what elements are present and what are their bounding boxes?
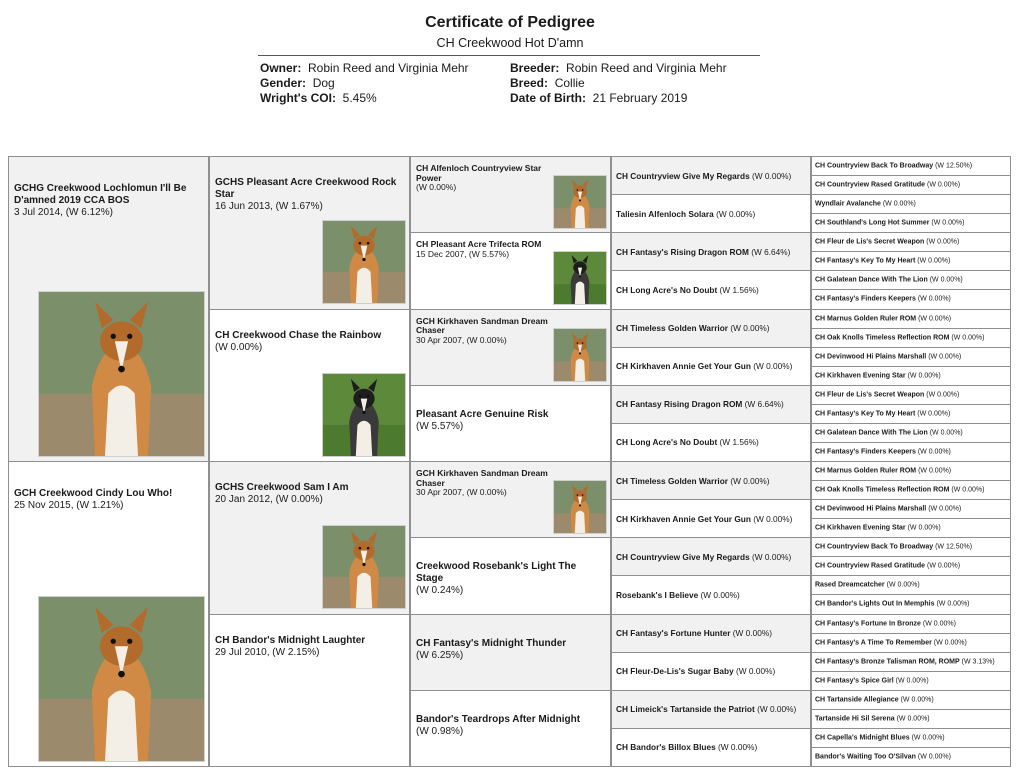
owner-info-block [260,61,469,106]
ancestor-name: Pleasant Acre Genuine Risk [416,408,549,420]
ancestor-text [815,200,1009,209]
ancestor-info: (W 0.00%) [730,475,770,486]
dob-value: 21 February 2019 [592,91,688,105]
ancestor-name: GCHS Pleasant Acre Creekwood Rock Star [215,177,397,200]
ancestor-info: (W 0.00%) [753,513,793,524]
ancestor-name: CH Kirkhaven Annie Get Your Gun [616,513,751,524]
ancestor-name: CH Devinwood Hi Plains Marshall [815,353,927,361]
ancestor-text [14,488,204,512]
ancestor-info: (W 0.98%) [416,725,464,737]
pedigree-cell-gen5-8 [811,289,1011,309]
ancestor-name: CH Galatean Dance With The Lion [815,429,928,437]
pedigree-cell-gen5-32 [811,747,1011,767]
ancestor-info: 3 Jul 2014, (W 6.12%) [14,207,113,218]
ancestor-text [815,467,1009,476]
breeder-value: Robin Reed and Virginia Mehr [566,61,727,75]
ancestor-info: (W 0.00%) [718,742,758,753]
ancestor-info: (W 0.00%) [882,200,916,208]
pedigree-cell-gen5-9 [811,309,1011,329]
ancestor-info: (W 0.00%) [922,620,956,628]
pedigree-cell-gen4-16 [611,728,811,767]
pedigree-cell-gen5-22 [811,556,1011,576]
ancestor-text [616,666,808,676]
ancestor-text [815,714,1009,723]
breeder-label: Breeder: [510,61,560,75]
ancestor-text [616,437,808,447]
ancestor-info: (W 0.00%) [926,391,960,399]
ancestor-name: CH Countryview Rased Gratitude [815,181,926,189]
pedigree-cell-gen4-4 [611,270,811,309]
ancestor-info: 30 Apr 2007, (W 0.00%) [416,487,507,497]
ancestor-text [616,171,808,181]
ancestor-name: CH Oak Knolls Timeless Reflection ROM [815,486,950,494]
ancestor-text [416,638,606,662]
ancestor-info: (W 0.00%) [931,219,965,227]
pedigree-cell-gen4-10 [611,499,811,538]
ancestor-name: CH Fleur-De-Lis's Sugar Baby [616,666,734,677]
pedigree-cell-gen5-5 [811,232,1011,252]
ancestor-info: (W 0.00%) [933,639,967,647]
ancestor-text [815,238,1009,247]
ancestor-text [815,600,1009,609]
ancestor-info: (W 0.00%) [900,696,934,704]
pedigree-cell-gen5-23 [811,575,1011,595]
pedigree-cell-gen5-16 [811,442,1011,462]
ancestor-text [815,409,1009,418]
pedigree-cell-gen5-2 [811,175,1011,195]
coi-row [260,91,469,106]
ancestor-text [815,447,1009,456]
ancestor-info: (W 0.00%) [716,208,756,219]
ancestor-name: Wyndlair Avalanche [815,200,881,208]
ancestor-info: (W 0.00%) [927,562,961,570]
ancestor-name: Taliesin Alfenloch Solara [616,208,714,219]
pedigree-cell-gen4-3 [611,232,811,271]
pedigree-cell-gen5-11 [811,347,1011,367]
ancestor-info: (W 0.00%) [732,628,772,639]
tricolor-collie-photo [322,373,406,457]
ancestor-text [815,638,1009,647]
ancestor-name: GCH Kirkhaven Sandman Dream Chaser [416,468,548,488]
ancestor-text [815,562,1009,571]
ancestor-info: (W 6.25%) [416,649,464,661]
ancestor-name: Bandor's Waiting Too O'Silvan [815,753,916,761]
ancestor-name: CH Galatean Dance With The Lion [815,276,928,284]
ancestor-text [616,590,808,600]
ancestor-info: (W 0.00%) [752,551,792,562]
ancestor-info: 30 Apr 2007, (W 0.00%) [416,334,507,345]
ancestor-text [815,352,1009,361]
generation-5-column [811,156,1011,766]
pedigree-cell-gen4-1 [611,156,811,195]
pedigree-cell-gen3-1 [410,156,611,233]
ancestor-name: CH Countryview Give My Regards [616,551,750,562]
ancestor-text [416,164,556,193]
pedigree-cell-gen5-6 [811,251,1011,271]
ancestor-info: (W 0.00%) [918,467,952,475]
ancestor-name: GCH Kirkhaven Sandman Dream Chaser [416,315,548,335]
ancestor-text [416,317,556,346]
ancestor-info: (W 6.64%) [751,246,791,257]
ancestor-text [815,619,1009,628]
ancestor-text [815,428,1009,437]
pedigree-cell-gen4-9 [611,461,811,500]
ancestor-text [616,209,808,219]
ancestor-info: (W 1.56%) [719,284,759,295]
ancestor-name: CH Oak Knolls Timeless Reflection ROM [815,334,950,342]
ancestor-info: (W 0.00%) [753,361,793,372]
ancestor-text [616,361,808,371]
pedigree-cell-gen4-13 [611,614,811,653]
ancestor-name: GCH Creekwood Cindy Lou Who! [14,488,173,499]
ancestor-text [815,314,1009,323]
ancestor-info: 16 Jun 2013, (W 1.67%) [215,201,323,212]
ancestor-info: (W 0.00%) [416,182,457,192]
ancestor-info: (W 0.00%) [700,589,740,600]
ancestor-text [215,482,405,506]
ancestor-name: CH Bandor's Midnight Laughter [215,634,366,646]
ancestor-text [815,295,1009,304]
pedigree-cell-gen5-27 [811,652,1011,672]
sable-collie-photo [553,175,607,229]
generation-3-column [410,156,611,766]
ancestor-name: CH Fantasy's Finders Keepers [815,295,916,303]
sable-collie-photo [38,291,205,457]
ancestor-text [616,399,808,409]
sable-collie-photo [322,220,406,304]
pedigree-cell-gen4-14 [611,652,811,691]
pedigree-cell-gen5-26 [811,633,1011,653]
ancestor-info: (W 0.00%) [928,353,962,361]
pedigree-cell-gen5-3 [811,194,1011,214]
ancestor-name: CH Devinwood Hi Plains Marshall [815,505,927,513]
ancestor-name: CH Marnus Golden Ruler ROM [815,467,917,475]
ancestor-name: CH Fantasy Rising Dragon ROM [616,399,743,410]
ancestor-info: (W 0.00%) [929,429,963,437]
ancestor-text [815,371,1009,380]
pedigree-cell-gen5-15 [811,423,1011,443]
ancestor-info: (W 0.00%) [927,181,961,189]
pedigree-cell-gen5-24 [811,594,1011,614]
ancestor-text [815,390,1009,399]
ancestor-text [416,409,606,433]
ancestor-name: CH Countryview Give My Regards [616,170,750,181]
pedigree-cell-gen2-1 [209,156,410,310]
ancestor-text [815,162,1009,171]
ancestor-info: (W 0.00%) [757,704,797,715]
pedigree-cell-gen5-18 [811,480,1011,500]
ancestor-text [815,219,1009,228]
ancestor-name: CH Alfenloch Countryview Star Power [416,163,542,183]
ancestor-name: CH Creekwood Chase the Rainbow [215,329,382,341]
ancestor-info: (W 0.00%) [929,276,963,284]
generation-1-column [8,156,209,766]
sable-collie-photo [322,525,406,609]
ancestor-info: (W 12.50%) [935,543,973,551]
breeder-info-block [510,61,727,106]
ancestor-info: (W 0.00%) [951,486,985,494]
ancestor-name: Rased Dreamcatcher [815,581,885,589]
ancestor-text [815,257,1009,266]
ancestor-name: CH Kirkhaven Evening Star [815,524,906,532]
ancestor-name: CH Fleur de Lis's Secret Weapon [815,238,925,246]
ancestor-text [616,476,808,486]
coi-label: Wright's COI: [260,91,336,105]
ancestor-text [815,752,1009,761]
ancestor-name: CH Fantasy's Finders Keepers [815,448,916,456]
ancestor-name: CH Limeick's Tartanside the Patriot [616,704,755,715]
ancestor-info: 15 Dec 2007, (W 5.57%) [416,248,510,259]
pedigree-cell-gen3-3 [410,309,611,386]
sable-collie-photo [553,480,607,534]
breed-row [510,76,727,91]
pedigree-cell-gen5-17 [811,461,1011,481]
ancestor-name: CH Marnus Golden Ruler ROM [815,315,917,323]
ancestor-info: (W 0.00%) [730,323,770,334]
ancestor-name: CH Long Acre's No Doubt [616,284,718,295]
gender-row [260,76,469,91]
sable-collie-photo [38,596,205,762]
pedigree-cell-gen4-7 [611,385,811,424]
pedigree-cell-gen4-2 [611,194,811,233]
ancestor-text [616,285,808,295]
ancestor-name: CH Fantasy's Fortune In Bronze [815,620,921,628]
pedigree-cell-gen4-12 [611,575,811,614]
ancestor-info: (W 0.00%) [917,448,951,456]
pedigree-cell-gen5-21 [811,537,1011,557]
ancestor-name: CH Kirkhaven Annie Get Your Gun [616,361,751,372]
ancestor-text [815,505,1009,514]
ancestor-name: Bandor's Teardrops After Midnight [416,713,581,725]
pedigree-cell-gen5-14 [811,404,1011,424]
ancestor-text [616,552,808,562]
breed-value: Collie [554,76,585,90]
ancestor-info: (W 0.00%) [907,372,941,380]
certificate-header [0,0,1020,150]
pedigree-cell-gen5-19 [811,499,1011,519]
ancestor-name: CH Bandor's Lights Out In Memphis [815,600,935,608]
tricolor-collie-photo [553,251,607,305]
gender-value: Dog [312,76,335,90]
pedigree-grid [8,156,1011,766]
ancestor-name: Tartanside Hi Sil Serena [815,715,895,723]
ancestor-info: (W 0.00%) [928,505,962,513]
ancestor-info: (W 0.00%) [917,257,951,265]
ancestor-name: CH Fantasy's Midnight Thunder [416,637,567,649]
ancestor-text [815,543,1009,552]
ancestor-info: (W 1.56%) [719,437,759,448]
ancestor-info: 25 Nov 2015, (W 1.21%) [14,500,124,511]
ancestor-text [215,177,405,213]
certificate-title: Certificate of Pedigree [425,14,595,31]
sable-collie-photo [553,328,607,382]
pedigree-cell-gen4-6 [611,347,811,386]
ancestor-text [616,514,808,524]
ancestor-name: CH Long Acre's No Doubt [616,437,718,448]
ancestor-info: 29 Jul 2010, (W 2.15%) [215,646,320,658]
ancestor-name: CH Countryview Rased Gratitude [815,562,926,570]
ancestor-name: CH Kirkhaven Evening Star [815,372,906,380]
ancestor-name: CH Timeless Golden Warrior [616,475,729,486]
ancestor-text [616,628,808,638]
ancestor-name: CH Fantasy's A Time To Remember [815,639,932,647]
ancestor-info: (W 3.13%) [961,658,995,666]
pedigree-cell-gen5-12 [811,366,1011,386]
ancestor-info: (W 0.00%) [917,410,951,418]
ancestor-name: GCHG Creekwood Lochlomun I'll Be D'amned 2019 CCA BOS [14,183,187,206]
pedigree-cell-gen4-11 [611,537,811,576]
ancestor-info: (W 0.00%) [911,734,945,742]
pedigree-cell-gen5-7 [811,270,1011,290]
pedigree-cell-gen5-31 [811,728,1011,748]
ancestor-name: CH Fantasy's Key To My Heart [815,257,916,265]
generation-2-column [209,156,410,766]
pedigree-cell-gen4-15 [611,690,811,729]
ancestor-text [815,276,1009,285]
ancestor-name: CH Countryview Back To Broadway [815,162,934,170]
ancestor-text [416,714,606,738]
ancestor-name: Rosebank's I Believe [616,589,699,600]
pedigree-cell-gen2-4 [209,614,410,768]
pedigree-cell-gen5-4 [811,213,1011,233]
title-divider [258,55,760,56]
ancestor-text [416,469,556,498]
pedigree-cell-gen1-2 [8,461,209,767]
ancestor-info: (W 0.00%) [895,677,929,685]
ancestor-info: (W 0.00%) [918,315,952,323]
coi-value: 5.45% [342,91,377,105]
dob-row [510,91,727,106]
ancestor-text [616,247,808,257]
ancestor-text [616,742,808,752]
ancestor-text [616,323,808,333]
ancestor-info: (W 0.00%) [926,238,960,246]
pedigree-cell-gen5-1 [811,156,1011,176]
ancestor-name: Creekwood Rosebank's Light The Stage [416,561,577,585]
ancestor-info: (W 0.00%) [936,600,970,608]
pedigree-cell-gen3-4 [410,385,611,462]
registered-dog-name: CH Creekwood Hot D'amn [436,36,584,50]
generation-4-column [611,156,811,766]
ancestor-text [815,695,1009,704]
ancestor-name: CH Fantasy's Bronze Talisman ROM, ROMP [815,658,960,666]
pedigree-cell-gen5-29 [811,690,1011,710]
ancestor-name: CH Capella's Midnight Blues [815,734,910,742]
ancestor-name: GCHS Creekwood Sam I Am [215,482,349,493]
pedigree-cell-gen5-25 [811,614,1011,634]
ancestor-info: (W 6.64%) [744,399,784,410]
ancestor-text [815,181,1009,190]
ancestor-info: (W 12.50%) [935,162,973,170]
ancestor-name: CH Bandor's Billox Blues [616,742,716,753]
pedigree-cell-gen1-1 [8,156,209,462]
ancestor-name: CH Fleur de Lis's Secret Weapon [815,391,925,399]
ancestor-info: (W 0.00%) [752,170,792,181]
ancestor-name: CH Southland's Long Hot Summer [815,219,930,227]
owner-row [260,61,469,76]
ancestor-text [815,524,1009,533]
ancestor-text [815,486,1009,495]
ancestor-text [815,676,1009,685]
pedigree-cell-gen2-2 [209,309,410,463]
ancestor-text [215,635,405,659]
dob-label: Date of Birth: [510,91,586,105]
ancestor-text [815,733,1009,742]
pedigree-cell-gen3-5 [410,461,611,538]
pedigree-cell-gen3-2 [410,232,611,309]
owner-label: Owner: [260,61,302,75]
pedigree-cell-gen3-7 [410,614,611,691]
owner-value: Robin Reed and Virginia Mehr [308,61,469,75]
ancestor-text [815,333,1009,342]
ancestor-text [416,240,556,259]
ancestor-text [215,330,405,354]
ancestor-text [815,657,1009,666]
ancestor-text [815,581,1009,590]
ancestor-text [416,561,606,597]
ancestor-info: (W 0.00%) [917,753,951,761]
ancestor-name: CH Timeless Golden Warrior [616,323,729,334]
ancestor-info: (W 0.00%) [736,666,776,677]
ancestor-name: CH Tartanside Allegiance [815,696,899,704]
ancestor-name: CH Countryview Back To Broadway [815,543,934,551]
ancestor-info: (W 0.24%) [416,585,464,597]
ancestor-name: CH Fantasy's Spice Girl [815,677,894,685]
gender-label: Gender: [260,76,307,90]
ancestor-info: (W 0.00%) [896,715,930,723]
ancestor-info: (W 0.00%) [907,524,941,532]
pedigree-cell-gen3-8 [410,690,611,767]
ancestor-text [14,183,204,219]
ancestor-info: 20 Jan 2012, (W 0.00%) [215,494,323,505]
ancestor-info: (W 0.00%) [215,341,263,353]
breeder-row [510,61,727,76]
ancestor-info: (W 0.00%) [951,334,985,342]
pedigree-cell-gen5-20 [811,518,1011,538]
pedigree-cell-gen5-13 [811,385,1011,405]
pedigree-cell-gen5-10 [811,328,1011,348]
ancestor-name: CH Fantasy's Key To My Heart [815,410,916,418]
pedigree-cell-gen5-28 [811,671,1011,691]
ancestor-name: CH Fantasy's Fortune Hunter [616,628,731,639]
pedigree-cell-gen4-8 [611,423,811,462]
ancestor-name: CH Pleasant Acre Trifecta ROM [416,239,542,250]
breed-label: Breed: [510,76,549,90]
ancestor-info: (W 0.00%) [886,581,920,589]
ancestor-name: CH Fantasy's Rising Dragon ROM [616,246,749,257]
pedigree-cell-gen4-5 [611,309,811,348]
ancestor-text [616,704,808,714]
pedigree-cell-gen2-3 [209,461,410,615]
ancestor-info: (W 0.00%) [917,295,951,303]
pedigree-cell-gen3-6 [410,537,611,614]
pedigree-cell-gen5-30 [811,709,1011,729]
ancestor-info: (W 5.57%) [416,420,464,432]
